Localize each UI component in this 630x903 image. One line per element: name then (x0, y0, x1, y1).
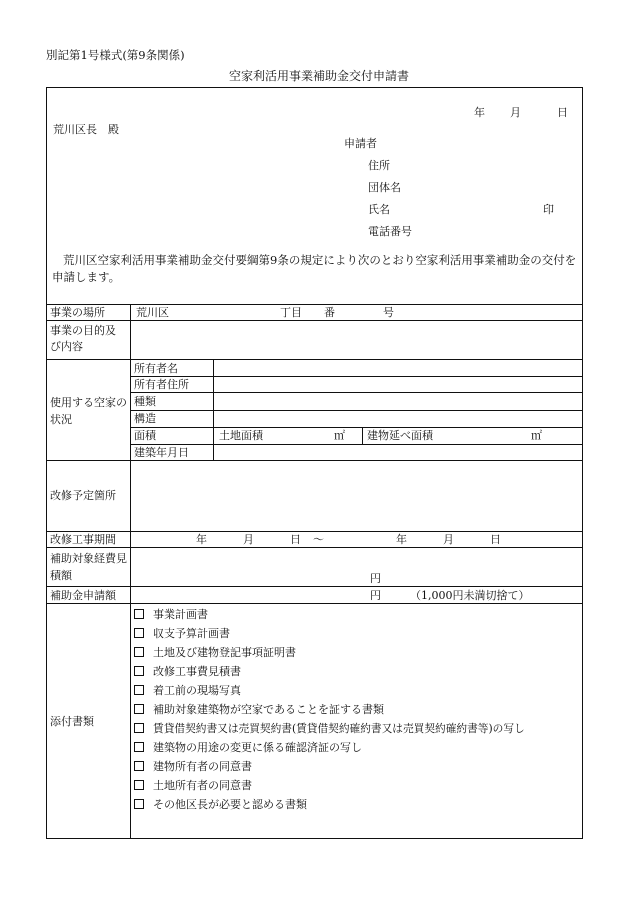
rule (46, 547, 583, 548)
date-year: 年 (474, 106, 485, 119)
location-chome: 丁目 (280, 306, 302, 319)
checkbox[interactable] (134, 742, 144, 752)
period-start-month: 月 (243, 533, 254, 546)
purpose-label: 事業の目的及び内容 (50, 324, 116, 353)
rule (46, 304, 583, 305)
rule (130, 410, 583, 411)
attachment-item: 建築物の用途の変更に係る確認済証の写し (134, 742, 362, 753)
rule (130, 376, 583, 377)
form-number: 別記第1号様式(第9条関係) (46, 48, 185, 62)
date-day: 日 (557, 106, 568, 119)
seal-mark: 印 (543, 203, 554, 216)
form-title: 空家利活用事業補助金交付申請書 (229, 69, 410, 83)
attachments-label: 添付書類 (50, 715, 94, 728)
owner-address-label: 所有者住所 (134, 378, 189, 391)
attachment-item: 賃貸借契約書又は売買契約書(賃貸借契約確約書又は売買契約確約書等)の写し (134, 723, 525, 735)
applicant-organization-label: 団体名 (368, 181, 401, 194)
location-ward: 荒川区 (136, 306, 169, 319)
period-end-year: 年 (396, 533, 407, 546)
attachment-item: 改修工事費見積書 (134, 666, 241, 677)
amount-note: （1,000円未満切捨て） (410, 589, 530, 602)
rule (46, 603, 583, 604)
application-statement: 荒川区空家利活用事業補助金交付要綱第9条の規定により次のとおり空家利活用事業補助金の交付を申請します。 (52, 253, 577, 284)
checkbox[interactable] (134, 628, 144, 638)
period-start-year: 年 (196, 533, 207, 546)
attachment-item: 事業計画書 (134, 609, 208, 620)
period-tilde: ～ (313, 533, 324, 546)
rule (46, 460, 583, 461)
checkbox[interactable] (134, 704, 144, 714)
estimate-yen: 円 (370, 572, 381, 585)
rule (213, 359, 214, 460)
rule (130, 304, 131, 839)
rule (46, 359, 583, 360)
attachment-item: その他区長が必要と認める書類 (134, 799, 307, 810)
attachment-item: 土地及び建物登記事項証明書 (134, 647, 296, 658)
attachment-item: 建物所有者の同意書 (134, 761, 252, 772)
checkbox[interactable] (134, 609, 144, 619)
amount-label: 補助金申請額 (50, 589, 116, 602)
owner-name-label: 所有者名 (134, 362, 178, 375)
attachment-item: 補助対象建築物が空家であることを証する書類 (134, 704, 384, 715)
location-ban: 番 (324, 306, 335, 319)
floor-area-unit: ㎡ (531, 429, 542, 442)
applicant-phone-label: 電話番号 (368, 225, 412, 238)
kind-label: 種類 (134, 395, 156, 408)
checkbox[interactable] (134, 647, 144, 657)
period-label: 改修工事期間 (50, 533, 116, 546)
land-area-unit: ㎡ (334, 429, 345, 442)
checkbox[interactable] (134, 685, 144, 695)
repair-place-label: 改修予定箇所 (50, 489, 116, 502)
applicant-name-label: 氏名 (368, 203, 390, 216)
area-label: 面積 (134, 429, 156, 442)
location-label: 事業の場所 (50, 306, 105, 319)
land-area-label: 土地面積 (219, 429, 263, 442)
date-month: 月 (510, 106, 521, 119)
rule (362, 427, 363, 444)
amount-yen: 円 (370, 589, 381, 602)
period-end-day: 日 (490, 533, 501, 546)
period-end-month: 月 (443, 533, 454, 546)
location-go: 号 (383, 306, 394, 319)
rule (46, 531, 583, 532)
rule (46, 320, 583, 321)
rule (130, 427, 583, 428)
built-date-label: 建築年月日 (134, 446, 189, 459)
period-start-day: 日 (290, 533, 301, 546)
addressee: 荒川区長 殿 (53, 123, 119, 136)
attachment-item: 土地所有者の同意書 (134, 780, 252, 791)
attachment-item: 着工前の現場写真 (134, 685, 241, 696)
checkbox[interactable] (134, 780, 144, 790)
vacant-house-label: 使用する空家の状況 (50, 396, 127, 426)
checkbox[interactable] (134, 799, 144, 809)
checkbox[interactable] (134, 761, 144, 771)
checkbox[interactable] (134, 723, 144, 733)
structure-label: 構造 (134, 412, 156, 425)
rule (130, 392, 583, 393)
applicant-address-label: 住所 (368, 159, 390, 172)
rule (130, 444, 583, 445)
checkbox[interactable] (134, 666, 144, 676)
estimate-label: 補助対象経費見積額 (50, 552, 127, 582)
floor-area-label: 建物延べ面積 (367, 429, 433, 442)
attachment-item: 収支予算計画書 (134, 628, 230, 639)
rule (46, 586, 583, 587)
applicant-label: 申請者 (344, 137, 377, 150)
